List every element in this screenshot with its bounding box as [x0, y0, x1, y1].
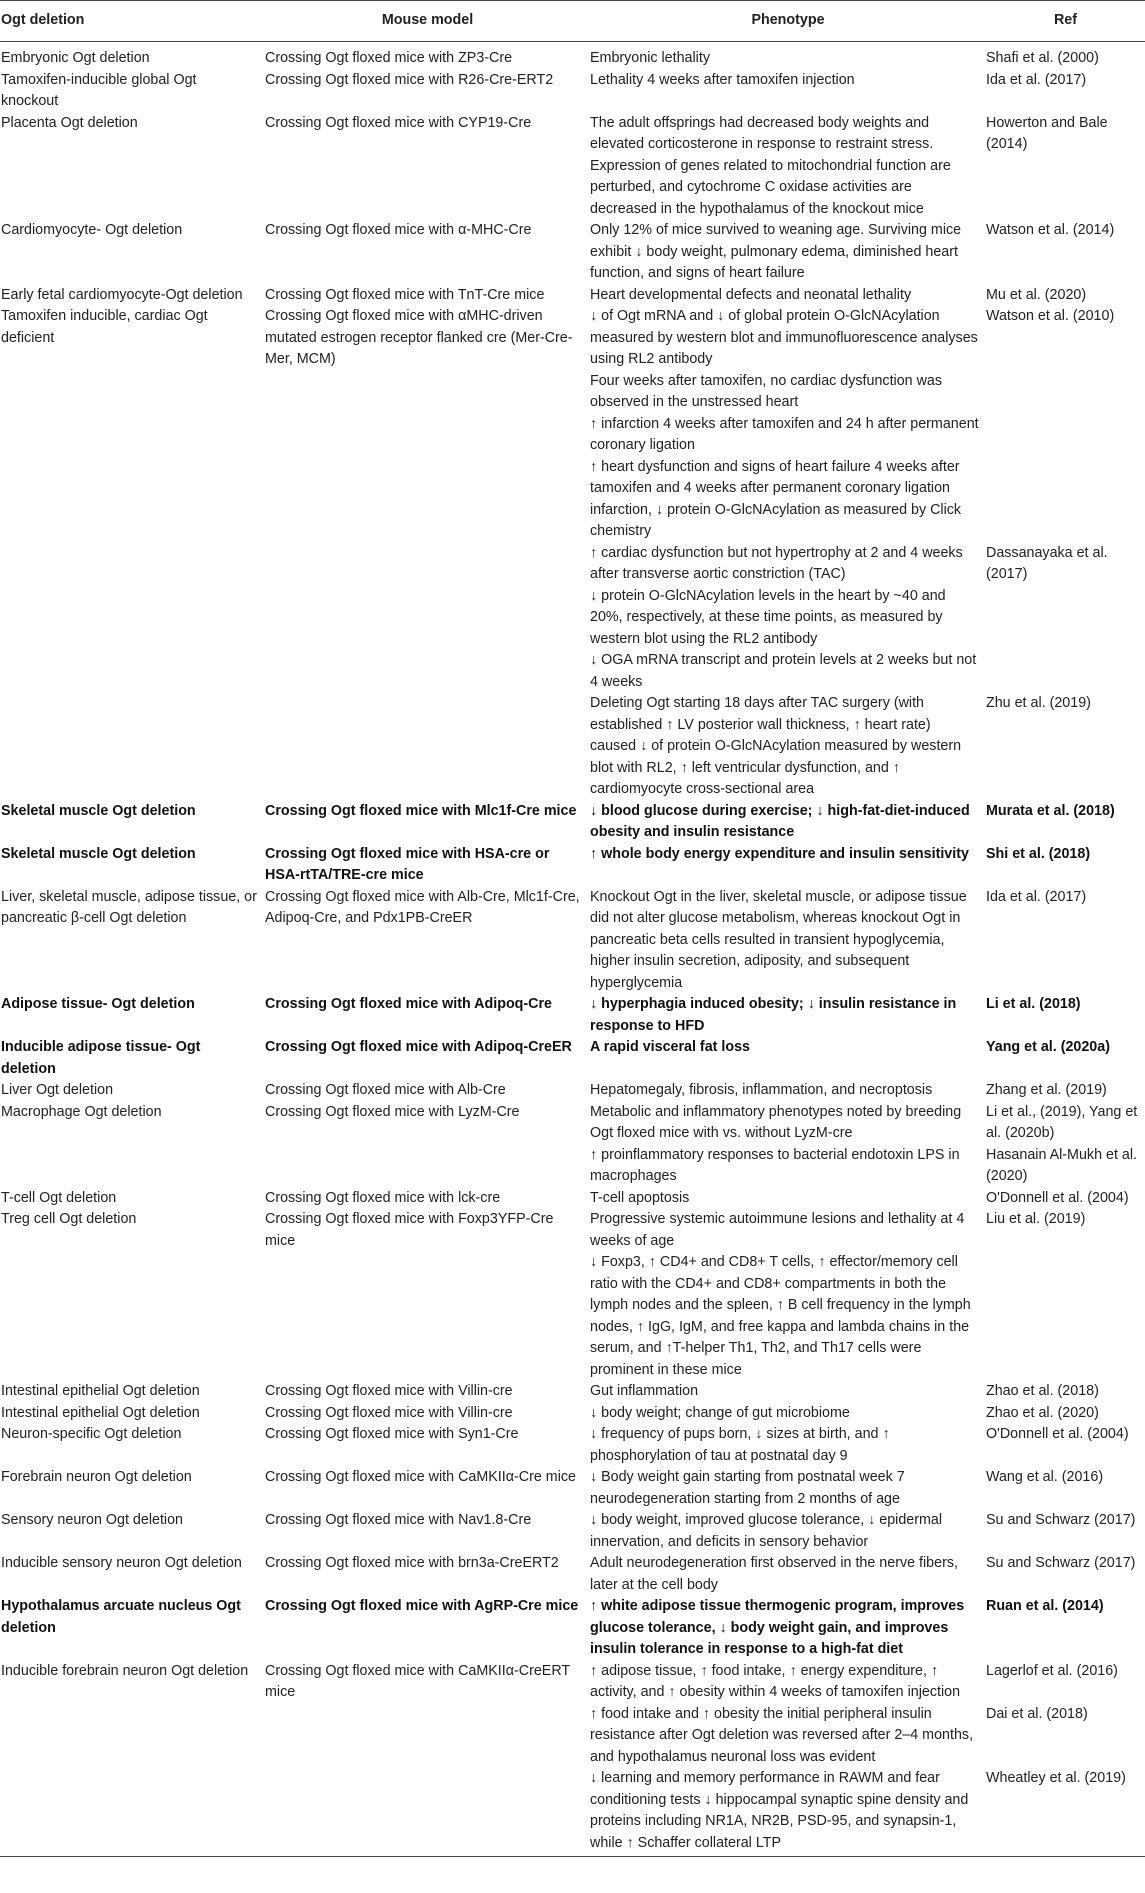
phenotype-line: ↑ heart dysfunction and signs of heart failure 4 weeks after tamoxifen and 4 weeks after permanent coronary ligation infarction, ↓ protein O-GlcNAcylation as measured by Click chemistry: [590, 458, 962, 539]
header-row: [0, 1, 1145, 42]
phenotype-line: ↓ learning and memory performance in RAWM and fear conditioning tests ↓ hippocampal synaptic spine density and proteins including NR1A, NR2B, PSD-95, and synapsin-1, while ↑ Schaffer collateral LTP: [590, 1770, 969, 1851]
table-row: [0, 1467, 1145, 1510]
ref-cell: Wang et al. (2016): [986, 1469, 1104, 1485]
phenotype-line: The adult offsprings had decreased body weights and elevated corticosterone in response to restraint stress. Expression of genes related to mitochondrial function are perturbed, and cytochrome C oxidase activities are decreased in the hypothalamus of the knockout mice: [590, 114, 951, 217]
phenotype-line: ↓ OGA mRNA transcript and protein levels at 2 weeks but not 4 weeks: [590, 652, 977, 690]
mouse-model-cell: Crossing Ogt floxed mice with Villin-cre: [265, 1383, 513, 1399]
phenotype-cell: [590, 1661, 986, 1704]
ref-cell: Watson et al. (2010): [986, 308, 1115, 324]
ogt-deletion-cell: Hypothalamus arcuate nucleus Ogt deletion: [1, 1598, 241, 1636]
table-row: [0, 801, 1145, 844]
ogt-deletion-cell: Placenta Ogt deletion: [1, 114, 138, 131]
ref-cell: O'Donnell et al. (2004): [986, 1189, 1129, 1206]
mouse-model-cell: Crossing Ogt floxed mice with brn3a-CreERT2: [265, 1555, 559, 1571]
ogt-deletion-cell: Inducible adipose tissue- Ogt deletion: [1, 1039, 201, 1077]
phenotype-line: ↓ of Ogt mRNA and ↓ of global protein O-GlcNAcylation measured by western blot and immunofluorescence analyses using RL2 antibody: [590, 308, 978, 367]
mouse-model-cell: [265, 1145, 590, 1188]
phenotype-cell: [590, 113, 986, 221]
mouse-model-cell: Crossing Ogt floxed mice with Syn1-Cre: [265, 1426, 519, 1442]
ogt-deletion-cell: [0, 1145, 265, 1188]
phenotype-line: ↑ food intake and ↑ obesity the initial peripheral insulin resistance after Ogt deletion was reversed after 2–4 months, and hypothalamus neuronal loss was evident: [590, 1705, 974, 1765]
mouse-model-cell: [265, 543, 590, 694]
ogt-deletion-cell: Early fetal cardiomyocyte-Ogt deletion: [1, 286, 243, 303]
ref-cell: Shi et al. (2018): [986, 845, 1091, 862]
ogt-deletion-cell: [0, 693, 265, 801]
table-row: [0, 1553, 1145, 1596]
ogt-deletion-cell: Neuron-specific Ogt deletion: [1, 1426, 182, 1442]
ref-cell: Lagerlof et al. (2016): [986, 1662, 1118, 1679]
table-row: [0, 994, 1145, 1037]
phenotype-line: Adult neurodegeneration first observed in the nerve fibers, later at the cell body: [590, 1555, 958, 1593]
mouse-model-cell: Crossing Ogt floxed mice with CaMKIIα-CreERT mice: [265, 1662, 570, 1700]
mouse-model-cell: Crossing Ogt floxed mice with ZP3-Cre: [265, 50, 513, 66]
mouse-model-cell: Crossing Ogt floxed mice with Adipoq-CreER: [265, 1039, 572, 1055]
ogt-deletion-cell: Skeletal muscle Ogt deletion: [1, 802, 196, 819]
mouse-model-cell: Crossing Ogt floxed mice with αMHC-driven mutated estrogen receptor flanked cre (Mer-Cre-Mer, MCM): [265, 308, 573, 367]
mouse-model-cell: [265, 693, 590, 801]
ogt-deletion-cell: Tamoxifen inducible, cardiac Ogt deficient: [1, 308, 208, 346]
phenotype-cell: [590, 801, 986, 844]
table-row: [0, 844, 1145, 887]
phenotype-line: ↓ protein O-GlcNAcylation levels in the heart by ~40 and 20%, respectively, at these time points, as measured by western blot using the RL2 antibody: [590, 587, 946, 647]
ogt-deletion-cell: Treg cell Ogt deletion: [1, 1211, 137, 1227]
phenotype-line: ↓ body weight, improved glucose tolerance, ↓ epidermal innervation, and deficits in sensory behavior: [590, 1512, 943, 1550]
phenotype-cell: [590, 1510, 986, 1553]
ref-cell: Li et al. (2018): [986, 996, 1081, 1012]
mouse-model-cell: Crossing Ogt floxed mice with α-MHC-Cre: [265, 222, 532, 238]
phenotype-line: Embryonic lethality: [590, 50, 710, 66]
phenotype-line: ↓ Foxp3, ↑ CD4+ and CD8+ T cells, ↑ effector/memory cell ratio with the CD4+ and CD8+ compartments in both the lymph nodes and the spleen, ↑ B cell frequency in the lymph nodes, ↑ IgG, IgM, and free kappa and lambda chains in the serum, and ↑T-helper Th1, Th2, and Th17 cells were prominent in these mice: [590, 1254, 971, 1378]
ref-cell: O'Donnell et al. (2004): [986, 1426, 1129, 1442]
ogt-deletion-cell: T-cell Ogt deletion: [1, 1189, 117, 1206]
phenotype-line: Metabolic and inflammatory phenotypes noted by breeding Ogt floxed mice with vs. without LyzM-cre: [590, 1103, 962, 1141]
ref-cell: Dai et al. (2018): [986, 1705, 1088, 1722]
table-row: [0, 543, 1145, 694]
phenotype-cell: [590, 994, 986, 1037]
table-row: [0, 1188, 1145, 1210]
header-ogt-deletion: Ogt deletion: [0, 1, 265, 42]
ogt-deletion-cell: Intestinal epithelial Ogt deletion: [1, 1404, 200, 1421]
phenotype-line: ↓ Body weight gain starting from postnatal week 7 neurodegeneration starting from 2 months of age: [590, 1469, 905, 1507]
ref-cell: Howerton and Bale (2014): [986, 114, 1108, 152]
ref-cell: Zhang et al. (2019): [986, 1082, 1107, 1098]
table-row: [0, 1209, 1145, 1381]
mouse-model-cell: Crossing Ogt floxed mice with LyzM-Cre: [265, 1103, 520, 1120]
header-mouse-model: Mouse model: [265, 1, 590, 42]
phenotype-cell: [590, 1381, 986, 1403]
table-row: [0, 1037, 1145, 1080]
ogt-deletion-cell: Liver, skeletal muscle, adipose tissue, or pancreatic β-cell Ogt deletion: [1, 888, 257, 926]
ref-cell: Wheatley et al. (2019): [986, 1768, 1145, 1857]
mouse-model-cell: Crossing Ogt floxed mice with Villin-cre: [265, 1404, 513, 1421]
table-row: [0, 113, 1145, 221]
mouse-model-cell: [265, 1768, 590, 1857]
table-row: [0, 693, 1145, 801]
ref-cell: Liu et al. (2019): [986, 1211, 1086, 1227]
phenotype-line: ↓ body weight; change of gut microbiome: [590, 1404, 850, 1421]
table-row: [0, 1510, 1145, 1553]
table-row: [0, 1145, 1145, 1188]
ref-cell: Yang et al. (2020a): [986, 1039, 1110, 1055]
mouse-model-cell: Crossing Ogt floxed mice with Nav1.8-Cre: [265, 1512, 532, 1528]
table-body: [0, 42, 1145, 1857]
ref-cell: Ruan et al. (2014): [986, 1598, 1104, 1614]
table-row: [0, 1102, 1145, 1145]
phenotype-cell: [590, 1037, 986, 1080]
phenotype-cell: [590, 887, 986, 995]
ref-cell: Su and Schwarz (2017): [986, 1512, 1136, 1528]
mouse-model-cell: Crossing Ogt floxed mice with Foxp3YFP-Cre mice: [265, 1211, 554, 1249]
phenotype-cell: [590, 1145, 986, 1188]
phenotype-line: Hepatomegaly, fibrosis, inflammation, and necroptosis: [590, 1082, 933, 1098]
table-row: [0, 285, 1145, 307]
phenotype-line: Lethality 4 weeks after tamoxifen injection: [590, 71, 855, 88]
phenotype-line: ↓ frequency of pups born, ↓ sizes at birth, and ↑ phosphorylation of tau at postnatal day 9: [590, 1426, 890, 1464]
ref-cell: Ida et al. (2017): [986, 888, 1087, 905]
ogt-deletion-cell: Sensory neuron Ogt deletion: [1, 1512, 184, 1528]
ogt-deletion-cell: [0, 1704, 265, 1769]
header-phenotype: Phenotype: [590, 1, 986, 42]
mouse-model-cell: Crossing Ogt floxed mice with CYP19-Cre: [265, 114, 532, 131]
mouse-model-cell: Crossing Ogt floxed mice with R26-Cre-ERT2: [265, 71, 554, 88]
phenotype-line: Knockout Ogt in the liver, skeletal muscle, or adipose tissue did not alter glucose metabolism, whereas knockout Ogt in pancreatic beta cells resulted in transient hypoglycemia, higher insulin secretion, adiposity, and subsequent hyperglycemia: [590, 888, 967, 991]
phenotype-line: ↑ proinflammatory responses to bacterial endotoxin LPS in macrophages: [590, 1146, 960, 1184]
mouse-model-cell: Crossing Ogt floxed mice with TnT-Cre mice: [265, 286, 545, 303]
ref-cell: Zhao et al. (2018): [986, 1383, 1099, 1399]
phenotype-cell: [590, 543, 986, 694]
phenotype-cell: [590, 1102, 986, 1145]
ref-cell: Murata et al. (2018): [986, 802, 1115, 819]
phenotype-cell: [590, 70, 986, 113]
mouse-model-cell: Crossing Ogt floxed mice with AgRP-Cre mice: [265, 1598, 579, 1614]
phenotype-cell: [590, 1188, 986, 1210]
phenotype-line: T-cell apoptosis: [590, 1189, 690, 1206]
phenotype-cell: [590, 1209, 986, 1381]
phenotype-cell: [590, 1704, 986, 1769]
phenotype-cell: [590, 285, 986, 307]
mouse-model-cell: Crossing Ogt floxed mice with lck-cre: [265, 1189, 501, 1206]
table-row: [0, 1424, 1145, 1467]
ogt-deletion-cell: Cardiomyocyte- Ogt deletion: [1, 222, 183, 238]
phenotype-cell: [590, 1467, 986, 1510]
ref-cell: Mu et al. (2020): [986, 286, 1087, 303]
phenotype-line: ↑ whole body energy expenditure and insulin sensitivity: [590, 845, 969, 862]
phenotype-line: Heart developmental defects and neonatal lethality: [590, 286, 912, 303]
ogt-deletion-cell: Skeletal muscle Ogt deletion: [1, 845, 196, 862]
table-row: [0, 887, 1145, 995]
phenotype-cell: [590, 1080, 986, 1102]
phenotype-line: ↑ infarction 4 weeks after tamoxifen and 24 h after permanent coronary ligation: [590, 415, 979, 453]
ogt-deletion-cell: Inducible sensory neuron Ogt deletion: [1, 1555, 242, 1571]
ogt-deletion-cell: Forebrain neuron Ogt deletion: [1, 1469, 192, 1485]
table-header: [0, 1, 1145, 42]
table-row: [0, 1596, 1145, 1661]
table-row: [0, 70, 1145, 113]
ref-cell: Zhu et al. (2019): [986, 695, 1091, 711]
ogt-deletion-cell: Macrophage Ogt deletion: [1, 1103, 162, 1120]
ogt-deletion-cell: [0, 1768, 265, 1857]
phenotype-cell: [590, 42, 986, 70]
table-row: [0, 1080, 1145, 1102]
ref-cell: Su and Schwarz (2017): [986, 1555, 1136, 1571]
phenotype-cell: [590, 306, 986, 543]
phenotype-line: Gut inflammation: [590, 1383, 699, 1399]
mouse-model-cell: Crossing Ogt floxed mice with Alb-Cre: [265, 1082, 506, 1098]
table-row: [0, 306, 1145, 543]
phenotype-cell: [590, 1403, 986, 1425]
ogt-deletion-cell: Embryonic Ogt deletion: [1, 50, 150, 66]
phenotype-cell: [590, 1553, 986, 1596]
mouse-model-cell: [265, 1704, 590, 1769]
phenotype-line: Progressive systemic autoimmune lesions and lethality at 4 weeks of age: [590, 1211, 965, 1249]
phenotype-line: ↑ adipose tissue, ↑ food intake, ↑ energy expenditure, ↑ activity, and ↑ obesity within 4 weeks of tamoxifen injection: [590, 1662, 961, 1700]
phenotype-line: ↓ hyperphagia induced obesity; ↓ insulin resistance in response to HFD: [590, 996, 957, 1034]
ogt-deletion-cell: Intestinal epithelial Ogt deletion: [1, 1383, 200, 1399]
phenotype-line: Only 12% of mice survived to weaning age. Surviving mice exhibit ↓ body weight, pulmonary edema, diminished heart function, and signs of heart failure: [590, 222, 962, 281]
table-row: [0, 1381, 1145, 1403]
phenotype-cell: [590, 1596, 986, 1661]
ogt-deletion-cell: [0, 543, 265, 694]
ref-cell: Watson et al. (2014): [986, 222, 1115, 238]
phenotype-cell: [590, 220, 986, 285]
ogt-deletion-cell: Inducible forebrain neuron Ogt deletion: [1, 1662, 249, 1679]
header-ref: Ref: [986, 1, 1145, 42]
ogt-deletion-cell: Adipose tissue- Ogt deletion: [1, 996, 195, 1012]
mouse-model-cell: Crossing Ogt floxed mice with Adipoq-Cre: [265, 996, 553, 1012]
mouse-model-cell: Crossing Ogt floxed mice with HSA-cre or HSA-rtTA/TRE-cre mice: [265, 845, 550, 883]
phenotype-line: ↓ blood glucose during exercise; ↓ high-fat-diet-induced obesity and insulin resistance: [590, 802, 970, 840]
phenotype-line: Deleting Ogt starting 18 days after TAC surgery (with established ↑ LV posterior wall thickness, ↑ heart rate) caused ↓ of protein O-GlcNAcylation measured by western blot with RL2, ↑ left ventricular dysfunction, and ↑ cardiomyocyte cross-sectional area: [590, 695, 962, 797]
ogt-deletion-cell: Tamoxifen-inducible global Ogt knockout: [1, 71, 197, 109]
phenotype-line: A rapid visceral fat loss: [590, 1039, 750, 1055]
phenotype-line: Four weeks after tamoxifen, no cardiac dysfunction was observed in the unstressed heart: [590, 372, 943, 410]
mouse-model-cell: Crossing Ogt floxed mice with Alb-Cre, Mlc1f-Cre, Adipoq-Cre, and Pdx1PB-CreER: [265, 888, 580, 926]
table-row: [0, 1704, 1145, 1769]
ref-cell: Li et al., (2019), Yang et al. (2020b): [986, 1103, 1138, 1141]
table-row: [0, 1768, 1145, 1857]
ref-cell: Dassanayaka et al. (2017): [986, 544, 1108, 582]
ref-cell: Hasanain Al-Mukh et al. (2020): [986, 1146, 1137, 1184]
table-row: [0, 220, 1145, 285]
mouse-model-cell: Crossing Ogt floxed mice with Mlc1f-Cre mice: [265, 802, 577, 819]
table-row: [0, 42, 1145, 70]
mouse-model-cell: Crossing Ogt floxed mice with CaMKIIα-Cre mice: [265, 1469, 576, 1485]
table-row: [0, 1403, 1145, 1425]
ref-cell: Zhao et al. (2020): [986, 1404, 1099, 1421]
phenotype-line: ↑ cardiac dysfunction but not hypertrophy at 2 and 4 weeks after transverse aortic constriction (TAC): [590, 544, 963, 582]
ogt-deletion-cell: Liver Ogt deletion: [1, 1082, 114, 1098]
phenotype-cell: [590, 1424, 986, 1467]
ref-cell: Shafi et al. (2000): [986, 50, 1099, 66]
phenotype-cell: [590, 1768, 986, 1857]
phenotype-line: ↑ white adipose tissue thermogenic program, improves glucose tolerance, ↓ body weight gain, and improves insulin tolerance in response to a high-fat diet: [590, 1598, 965, 1657]
ref-cell: Ida et al. (2017): [986, 71, 1087, 88]
phenotype-cell: [590, 844, 986, 887]
phenotype-cell: [590, 693, 986, 801]
table-row: [0, 1661, 1145, 1704]
